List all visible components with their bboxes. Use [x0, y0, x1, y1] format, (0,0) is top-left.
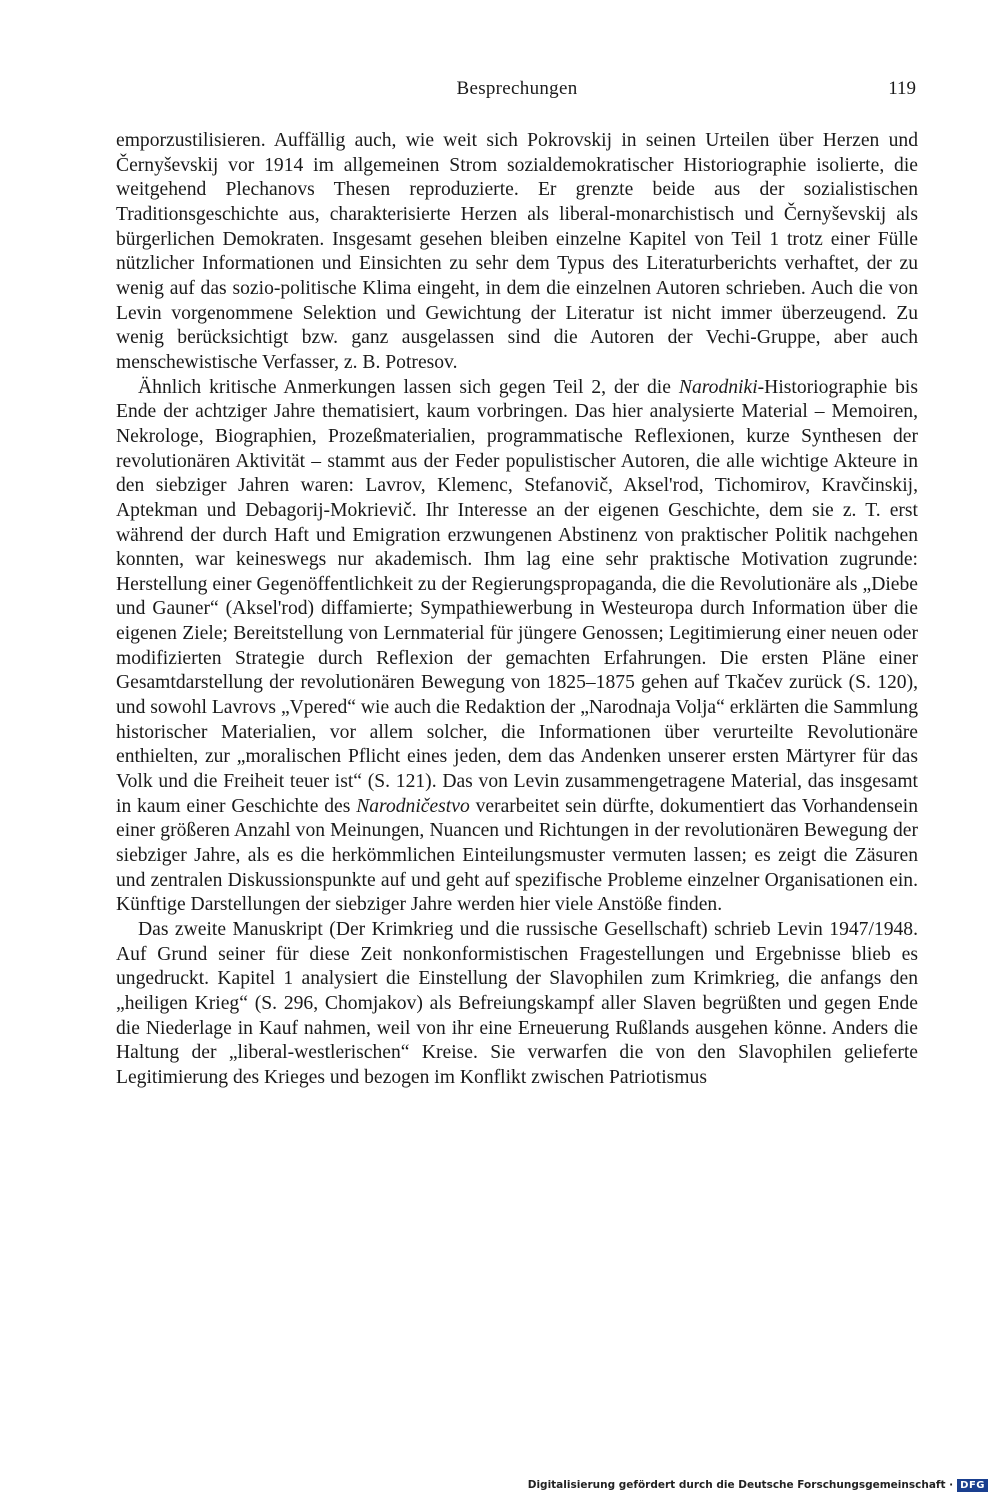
paragraph-2-text-b: -Historiographie bis Ende der achtziger Jahre thematisiert, kaum vorbringen. Das hier analysierte Material – Memoiren, Nekrologe, Biographien, Prozeßmaterialien, programmatische Reflexionen, kurze Synthesen der revolutionären Aktivität – stammt aus der Feder populistischer Autoren, die alle wichtige Akteure in den siebziger Jahren waren: Lavrov, Klemenc, Stefanovič, Aksel'rod, Tichomirov, Kravčinskij, Aptekman und Debagorij-Mokrievič. Ihr Interesse an der eigenen Geschichte, dem sie z. T. erst während der durch Haft und Emigration erzwungenen Abstinenz von praktischer Politik nachgehen konnten, war keineswegs nur akademisch. Ihm lag eine sehr praktische Motivation zugrunde: Herstellung einer Gegenöffentlichkeit zu der Regierungspropaganda, die die Revolutionäre als „Diebe und Gauner“ (Aksel'rod) diffamierte; Sympathiewerbung in Westeuropa durch Information über die eigenen Ziele; Bereitstellung von Lernmaterial für jüngere Genossen; Legitimierung einer neuen oder modifizierten Strategie durch Reflexion der gemachten Erfahrungen. Die ersten Pläne einer Gesamtdarstellung der revolutionären Bewegung von 1825–1875 gehen auf Tkačev zurück (S. 120), und sowohl Lavrovs „Vpered“ wie auch die Redaktion der „Narodnaja Volja“ erklärten die Sammlung historischer Materialien, vor allem solcher, die Informationen über verurteilte Revolutionäre enthielten, zur „moralischen Pflicht eines jeden, dem das Andenken unserer ersten Märtyrer für das Volk und die Freiheit teuer ist“ (S. 121). Das von Levin zusammengetragene Material, das insgesamt in kaum einer Geschichte des [116, 376, 918, 817]
digitization-credit [528, 1476, 988, 1494]
paragraph-3 [116, 918, 918, 1091]
dfg-logo: DFG [957, 1479, 988, 1492]
page-number: 119 [888, 78, 916, 99]
paragraph-2-text-a: Ähnlich kritische Anmerkungen lassen sich gegen Teil 2, der die [138, 376, 679, 398]
credit-text: Digitalisierung gefördert durch die Deutsche Forschungsgemeinschaft · [527, 1479, 954, 1491]
paragraph-3-text: Das zweite Manuskript (Der Krimkrieg und die russische Gesellschaft) schrieb Levin 1947/1948. Auf Grund seiner für diese Zeit nonkonformistischen Fragestellungen und Ergebnisse blieb es ungedruckt. Kapitel 1 analysiert die Einstellung der Slavophilen zum Krimkrieg, die anfangs den „heiligen Krieg“ (S. 296, Chomjakov) als Befreiungskampf aller Slaven begrüßten und gegen Ende die Niederlage in Kauf nahmen, weil von ihr eine Erneuerung Rußlands ausgehen könne. Anders die Haltung der „liberal-westlerischen“ Kreise. Sie verwarfen die von den Slavophilen gelieferte Legitimierung des Krieges und bezogen im Konflikt zwischen Patriotismus [116, 919, 918, 1088]
paragraph-1 [116, 129, 918, 376]
italic-term-narodnicestvo: Narodničestvo [356, 795, 470, 817]
running-title: Besprechungen [456, 78, 578, 99]
italic-term-narodniki: Narodniki [678, 376, 758, 398]
body-text [116, 129, 918, 1091]
paragraph-1-text: emporzustilisieren. Auffällig auch, wie weit sich Pokrovskij in seinen Urteilen über Herzen und Černyševskij vor 1914 im allgemeinen Strom sozialdemokratischer Historiographie isolierte, die weitgehend Plechanovs Thesen reproduzierte. Er grenzte beide aus der sozialistischen Traditionsgeschichte aus, charakterisierte Herzen als liberal-monarchistisch und Černyševskij als bürgerlichen Demokraten. Insgesamt gesehen bleiben einzelne Kapitel von Teil 1 trotz einer Fülle nützlicher Informationen und Einsichten zu sehr dem Typus des Literaturberichts verhaftet, der zu wenig auf das sozio-politische Klima eingeht, in dem die einzelnen Autoren schrieben. Auch die von Levin vorgenommene Selektion und Gewichtung der Literatur ist nicht immer überzeugend. Zu wenig berücksichtigt bzw. ganz ausgelassen sind die Autoren der Vechi-Gruppe, aber auch menschewistische Verfasser, z. B. Potresov. [116, 130, 918, 373]
paragraph-2 [116, 376, 918, 918]
paragraph-2-text-c: verarbeitet sein dürfte, dokumentiert das Vorhandensein einer größeren Anzahl von Meinungen, Nuancen und Richtungen in der revolutionären Bewegung der siebziger Jahre, als es die herkömmlichen Einteilungsmuster vermuten lassen; es zeigt die Zäsuren und zentralen Diskussionspunkte auf und geht auf spezifische Probleme einzelner Organisationen ein. Künftige Darstellungen der siebziger Jahre werden hier viele Anstöße finden. [116, 795, 918, 916]
running-header [116, 74, 918, 104]
